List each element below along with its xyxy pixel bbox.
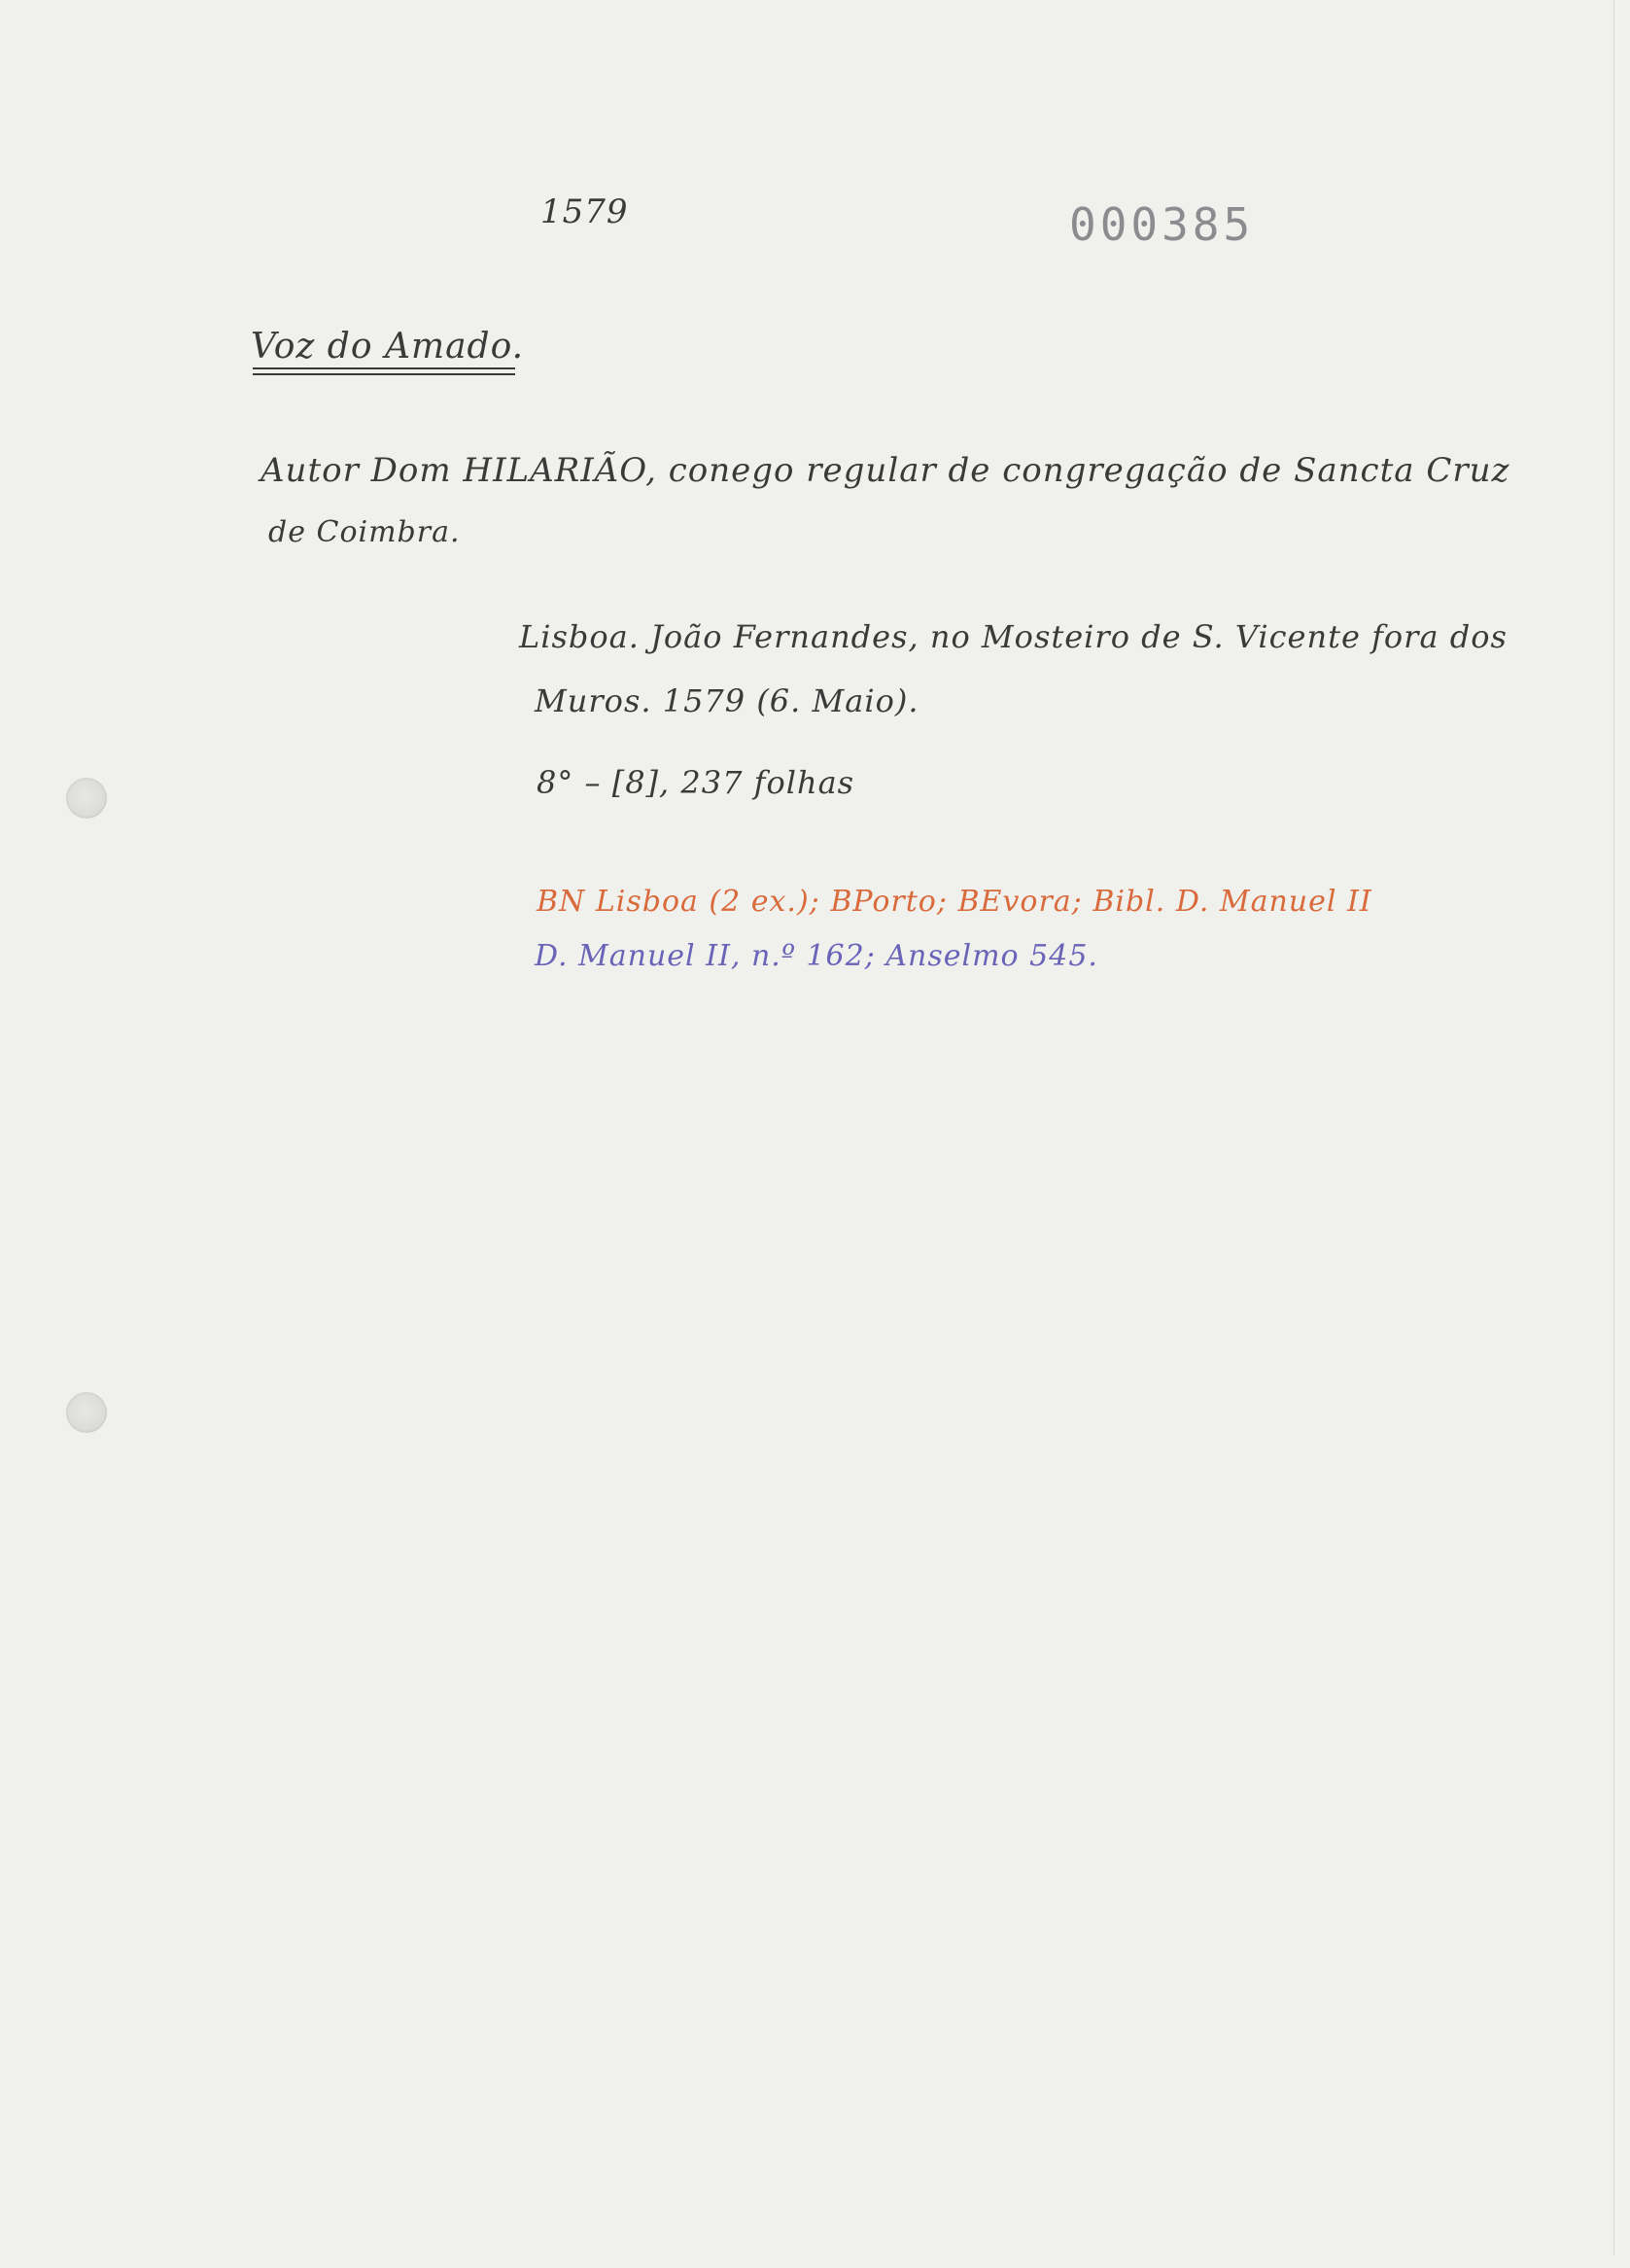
record-year: 1579 — [540, 192, 629, 231]
record-title: Voz do Amado. — [251, 327, 525, 366]
record-number-stamp: 000385 — [1069, 198, 1255, 251]
punch-hole-bottom — [66, 1392, 107, 1433]
title-underline-1 — [253, 367, 515, 369]
author-line-2: de Coimbra. — [268, 515, 461, 549]
format-line: 8° – [8], 237 folhas — [537, 764, 855, 801]
copies-line-1: BN Lisboa (2 ex.); BPorto; BEvora; Bibl. D. Manuel II — [537, 885, 1372, 919]
title-underline-2 — [253, 373, 515, 375]
punch-hole-top — [66, 778, 107, 819]
imprint-line-2: Muros. 1579 (6. Maio). — [535, 682, 919, 719]
author-line-1: Autor Dom HILARIÃO, conego regular de congregação de Sancta Cruz — [260, 451, 1510, 490]
copies-line-2: D. Manuel II, n.º 162; Anselmo 545. — [535, 939, 1098, 973]
imprint-line-1: Lisboa. João Fernandes, no Mosteiro de S. Vicente fora dos — [519, 618, 1508, 655]
